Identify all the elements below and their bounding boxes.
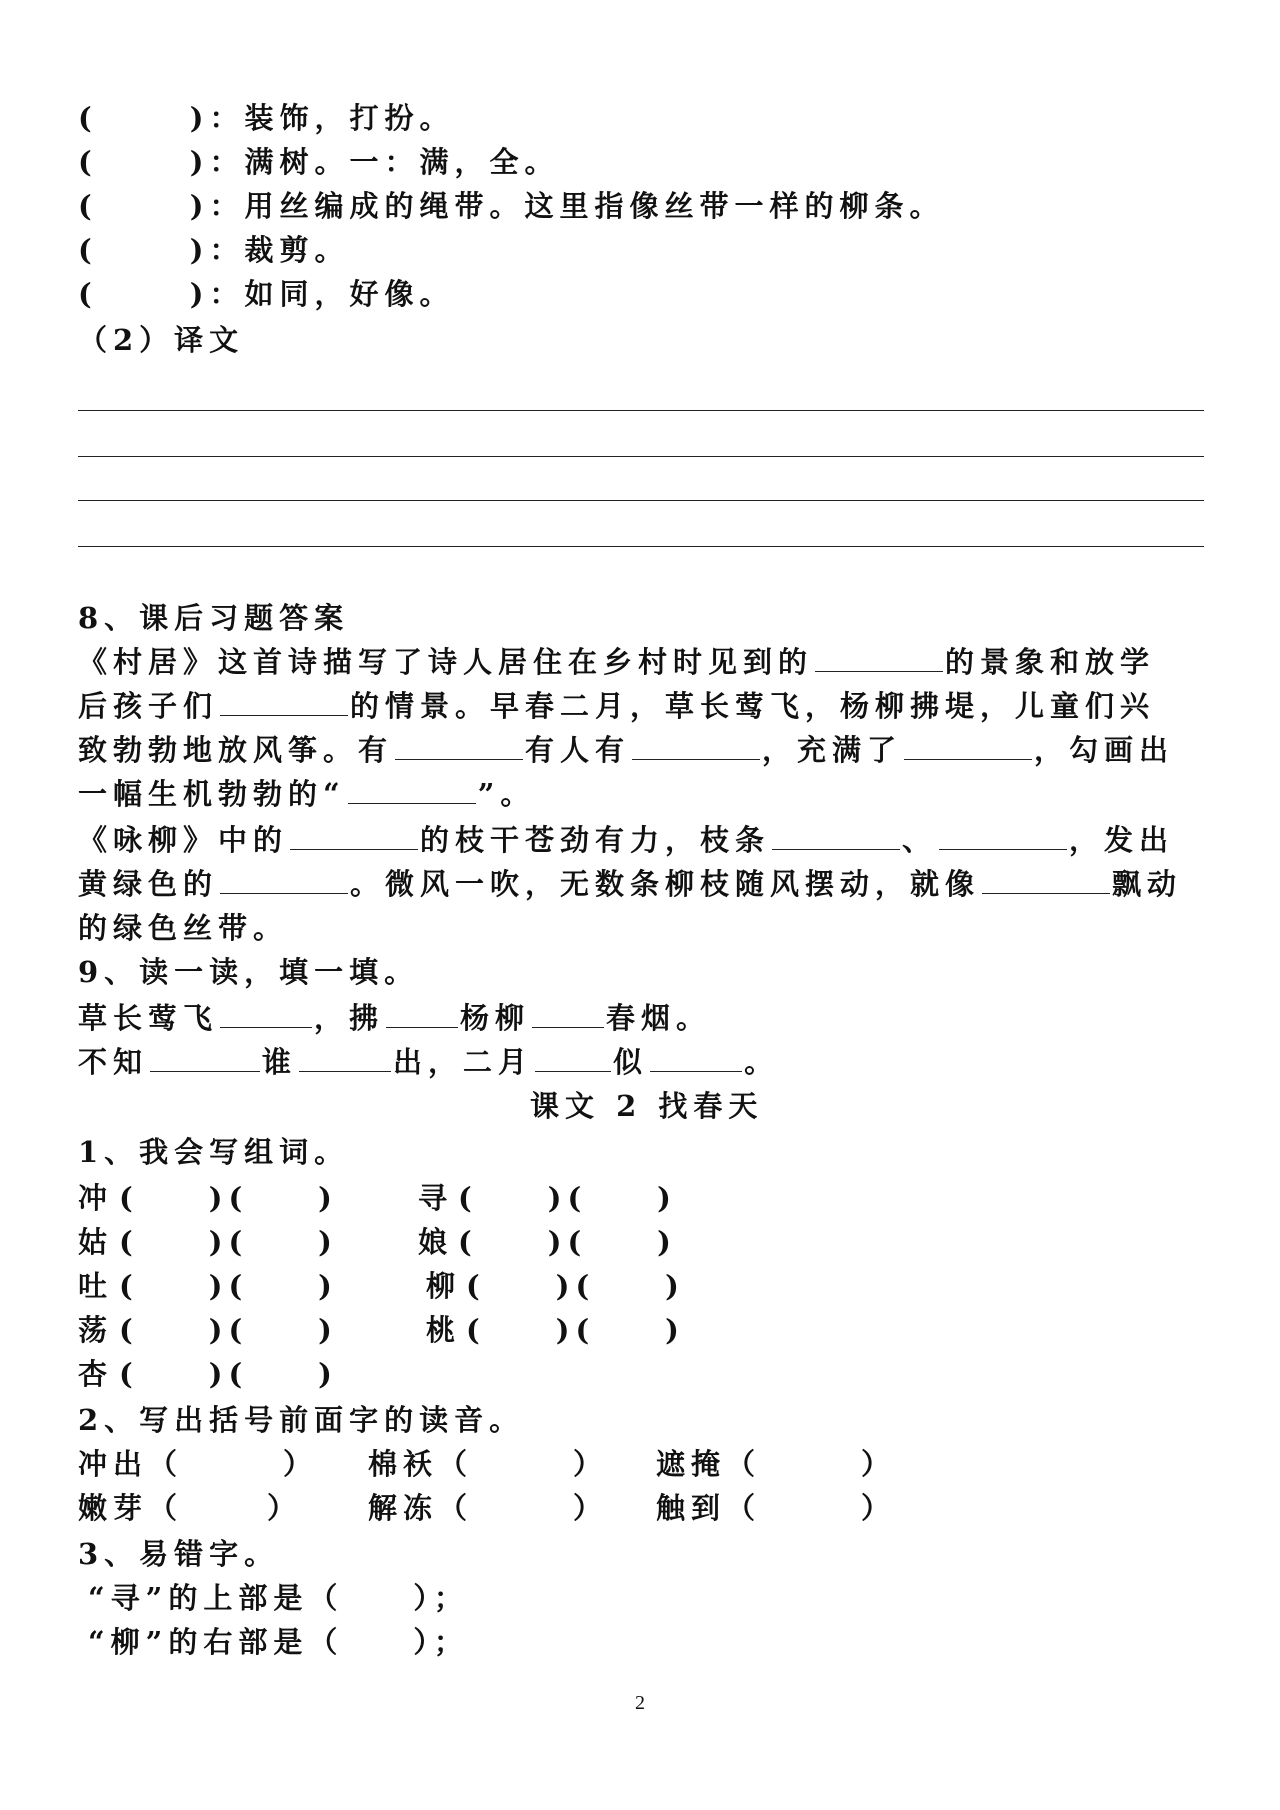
section-8-line: 后孩子们 的情景。早春二月，草长莺飞，杨柳拂堤，儿童们兴 bbox=[78, 684, 1155, 728]
writing-line[interactable] bbox=[78, 410, 1204, 411]
answer-blank[interactable] bbox=[815, 641, 943, 672]
word-group-row: 冲 ( )( ) 寻 ( )( ) bbox=[78, 1181, 677, 1215]
definition-item: ( )：用丝编成的绳带。这里指像丝带一样的柳条。 bbox=[78, 189, 945, 223]
lesson-title: 课文 2 找春天 bbox=[530, 1089, 764, 1123]
writing-line[interactable] bbox=[78, 500, 1204, 501]
section-8-heading: 8、课后习题答案 bbox=[78, 601, 350, 635]
answer-blank[interactable] bbox=[650, 1041, 742, 1072]
q3-line: “寻”的上部是（ ）； bbox=[88, 1581, 469, 1615]
definition-item: ( )：装饰，打扮。 bbox=[78, 101, 455, 135]
definition-item: ( )：满树。一：满，全。 bbox=[78, 145, 560, 179]
section-8-line: 黄绿色的 。微风一吹，无数条柳枝随风摆动，就像 飘动 bbox=[78, 862, 1182, 906]
word-group-row: 吐 ( )( ) 柳 ( )( ) bbox=[78, 1269, 685, 1303]
pinyin-row: 嫩芽（ ） 解冻（ ） 触到（ ） bbox=[78, 1491, 897, 1525]
definition-item: ( )：如同，好像。 bbox=[78, 277, 455, 311]
page-number: 2 bbox=[635, 1692, 645, 1714]
answer-blank[interactable] bbox=[904, 729, 1032, 760]
section-8-line: 致勃勃地放风筝。有 有人有 ，充满了 ，勾画出 bbox=[78, 728, 1174, 772]
word-group-row: 杏 ( )( ) bbox=[78, 1357, 338, 1391]
section-9-line: 不知 谁 出，二月 似 。 bbox=[78, 1040, 779, 1084]
answer-blank[interactable] bbox=[290, 819, 418, 850]
answer-blank[interactable] bbox=[299, 1041, 391, 1072]
pinyin-row: 冲出（ ） 棉袄（ ） 遮掩（ ） bbox=[78, 1447, 897, 1481]
answer-blank[interactable] bbox=[220, 997, 312, 1028]
answer-blank[interactable] bbox=[150, 1041, 260, 1072]
writing-line[interactable] bbox=[78, 456, 1204, 457]
answer-blank[interactable] bbox=[348, 773, 476, 804]
answer-blank[interactable] bbox=[220, 685, 348, 716]
answer-blank[interactable] bbox=[395, 729, 523, 760]
section-8-line: 《咏柳》中的 的枝干苍劲有力，枝条 、 ，发出 bbox=[78, 818, 1174, 862]
answer-blank[interactable] bbox=[535, 1041, 611, 1072]
answer-blank[interactable] bbox=[982, 863, 1110, 894]
answer-blank[interactable] bbox=[772, 819, 900, 850]
section-8-line: 《村居》这首诗描写了诗人居住在乡村时见到的 的景象和放学 bbox=[78, 640, 1155, 684]
definition-item: ( )：裁剪。 bbox=[78, 233, 350, 267]
q2-heading: 2、写出括号前面字的读音。 bbox=[78, 1403, 525, 1437]
answer-blank[interactable] bbox=[386, 997, 458, 1028]
section-9-heading: 9、读一读，填一填。 bbox=[78, 955, 420, 989]
translation-heading: （2）译文 bbox=[78, 323, 245, 357]
q1-heading: 1、我会写组词。 bbox=[78, 1135, 350, 1169]
writing-line[interactable] bbox=[78, 546, 1204, 547]
word-group-row: 荡 ( )( ) 桃 ( )( ) bbox=[78, 1313, 685, 1347]
section-9-line: 草长莺飞 ，拂 杨柳 春烟。 bbox=[78, 996, 711, 1040]
q3-heading: 3、易错字。 bbox=[78, 1537, 280, 1571]
section-8-line: 一幅生机勃勃的“ ”。 bbox=[78, 772, 535, 816]
answer-blank[interactable] bbox=[939, 819, 1067, 850]
q3-line: “柳”的右部是（ ）； bbox=[88, 1625, 469, 1659]
answer-blank[interactable] bbox=[632, 729, 760, 760]
answer-blank[interactable] bbox=[532, 997, 604, 1028]
answer-blank[interactable] bbox=[220, 863, 348, 894]
word-group-row: 姑 ( )( ) 娘 ( )( ) bbox=[78, 1225, 677, 1259]
section-8-line: 的绿色丝带。 bbox=[78, 911, 289, 945]
